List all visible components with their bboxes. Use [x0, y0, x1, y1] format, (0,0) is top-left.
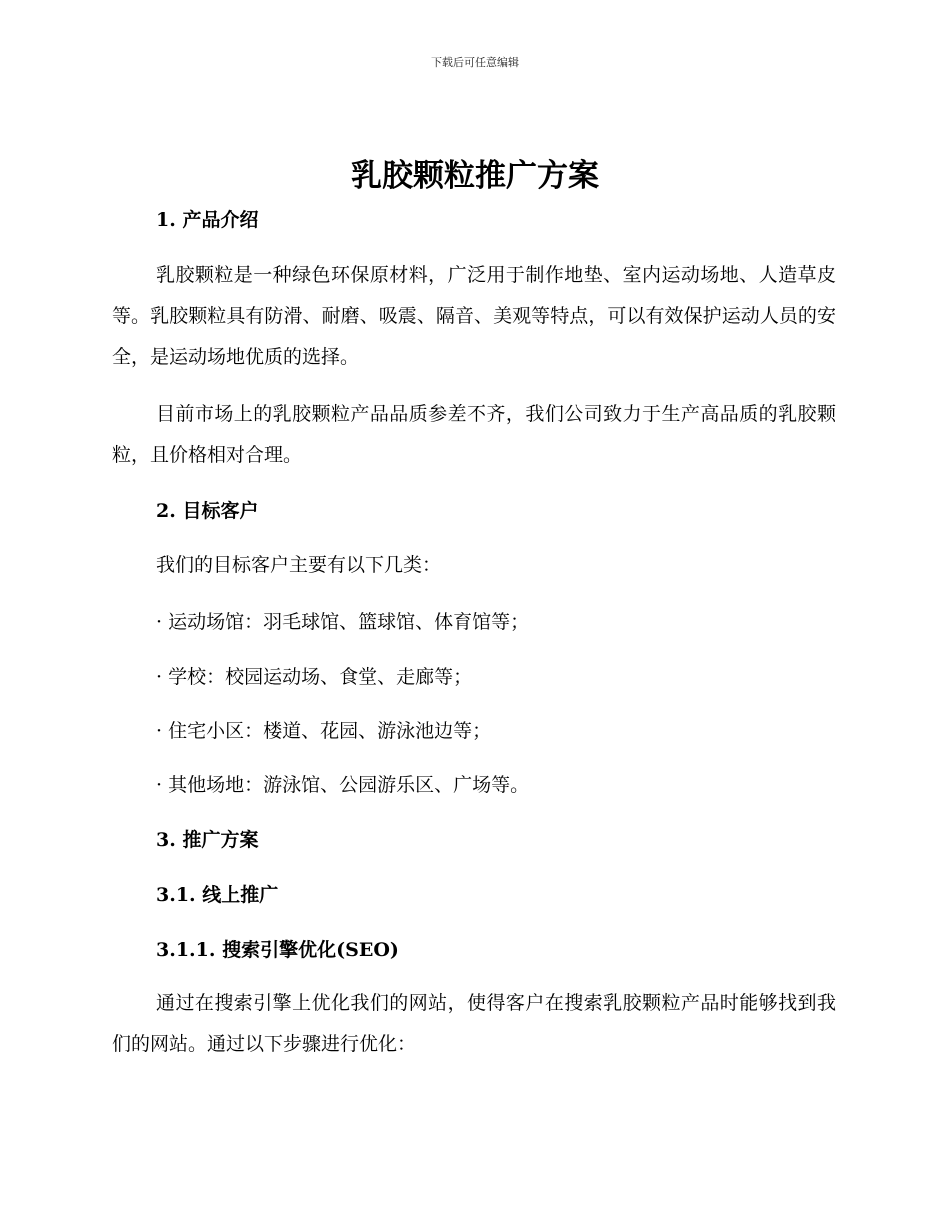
subsection-heading-seo: 3.1.1. 搜索引擎优化(SEO): [156, 939, 399, 961]
header-note: 下载后可任意编辑: [431, 56, 519, 69]
subsection-heading-online-promotion: 3.1. 线上推广: [156, 884, 279, 906]
list-item: · 学校：校园运动场、食堂、走廊等；: [156, 666, 473, 688]
section-heading-product-intro: 1. 产品介绍: [156, 209, 259, 231]
section-heading-promotion-plan: 3. 推广方案: [156, 829, 259, 851]
document-title: 乳胶颗粒推广方案: [351, 158, 599, 194]
paragraph-product-description: 乳胶颗粒是一种绿色环保原材料，广泛用于制作地垫、室内运动场地、人造草皮等。乳胶颗粒具有防滑、耐磨、吸震、隔音、美观等特点，可以有效保护运动人员的安全，是运动场地优质的选择。: [112, 264, 836, 368]
section-heading-target-customers: 2. 目标客户: [156, 500, 259, 522]
list-item: · 运动场馆：羽毛球馆、篮球馆、体育馆等；: [156, 611, 530, 633]
list-item: · 住宅小区：楼道、花园、游泳池边等；: [156, 720, 492, 742]
list-item: · 其他场地：游泳馆、公园游乐区、广场等。: [156, 774, 530, 796]
paragraph-seo-description: 通过在搜索引擎上优化我们的网站，使得客户在搜索乳胶颗粒产品时能够找到我们的网站。通过以下步骤进行优化：: [112, 992, 836, 1055]
paragraph-market-status: 目前市场上的乳胶颗粒产品品质参差不齐，我们公司致力于生产高品质的乳胶颗粒，且价格相对合理。: [112, 403, 836, 466]
paragraph-customer-intro: 我们的目标客户主要有以下几类：: [156, 554, 442, 576]
